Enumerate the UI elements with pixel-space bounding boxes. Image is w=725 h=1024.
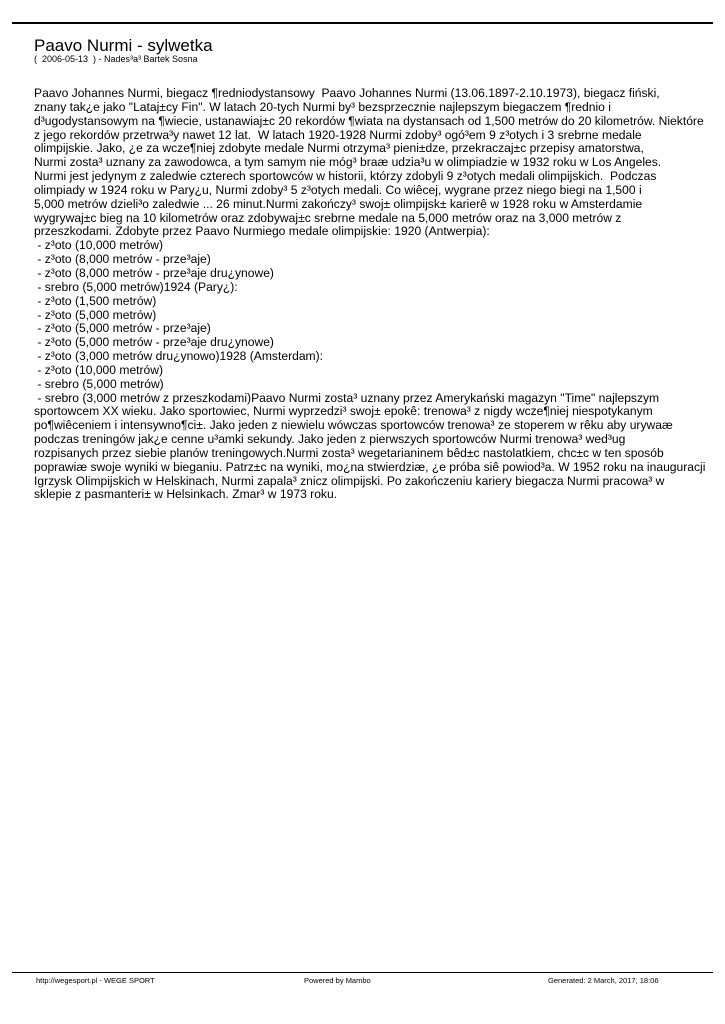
article-meta: ( 2006-05-13 ) - Nades³a³ Bartek Sosna (34, 54, 198, 64)
article-line: Igrzysk Olimpijskich w Helskinach, Nurmi zapala³ znicz olimpijski. Po zakończeniu kariery biegacza Nurmi pracowa³ w (34, 474, 665, 488)
article-line: olimpiady w 1924 roku w Pary¿u, Nurmi zdoby³ 5 z³otych medali. Co wiêcej, wygrane przez niego biegi na 1,500 i (34, 183, 642, 197)
article-line: sportowcem XX wieku. Jako sportowiec, Nurmi wyprzedzi³ swoj± epokê: trenowa³ z nigdy wcze¶niej niespotykanym (34, 405, 653, 419)
article-line: Nurmi jest jedynym z zaledwie czterech sportowców w historii, którzy zdobyli 9 z³otych medali olimpijskich. Podczas (34, 170, 657, 184)
medal-list-item: - z³oto (1,500 metrów) (34, 294, 157, 308)
medal-list-item: - z³oto (10,000 metrów) (34, 239, 164, 253)
article-line: z jego rekordów przetrwa³y nawet 12 lat. W latach 1920-1928 Nurmi zdoby³ ogó³em 9 z³otych i 3 srebrne medale (34, 128, 642, 142)
medal-list-item: - z³oto (5,000 metrów - prze³aje) (34, 322, 211, 336)
article-line: 5,000 metrów dzieli³o zaledwie ... 26 minut.Nurmi zakończy³ swoj± olimpijsk± karierê w 1928 roku w Amsterdamie (34, 197, 643, 211)
medal-list-item: - z³oto (10,000 metrów) (34, 363, 164, 377)
footer-powered-by: Powered by Mambo (304, 976, 371, 985)
article-line: sklepie z pasmanteri± w Helsinkach. Zmar³ w 1973 roku. (34, 488, 338, 502)
article-line: d³ugodystansowym na ¶wiecie, ustanawiaj±c 20 rekordów ¶wiata na dystansach od 1,500 metrów do 20 kilometrów. Niektóre (34, 114, 704, 128)
medal-list-item: - z³oto (3,000 metrów dru¿ynowo)1928 (Amsterdam): (34, 350, 324, 364)
medal-list-item: - srebro (3,000 metrów z przeszkodami)Paavo Nurmi zosta³ uznany przez Amerykański magazyn "Time" najlepszym (34, 391, 660, 405)
medal-list-item: - z³oto (5,000 metrów) (34, 308, 157, 322)
article-line: podczas treningów jak¿e cenne u³amki sekundy. Jako jeden z pierwszych sportowców Nurmi trenowa³ wed³ug (34, 433, 626, 447)
header-rule (12, 22, 713, 24)
article-title: Paavo Nurmi - sylwetka (34, 36, 213, 55)
article-line: wygrywaj±c bieg na 10 kilometrów oraz zdobywaj±c srebrne medale na 5,000 metrów oraz na 3,000 metrów z (34, 211, 622, 225)
medal-list-item: - z³oto (8,000 metrów - prze³aje dru¿ynowe) (34, 266, 274, 280)
article-line: poprawiæ swoje wyniki w bieganiu. Patrz±c na wyniki, mo¿na stwierdziæ, ¿e próba siê powiod³a. W 1952 roku na inauguracji (34, 460, 706, 474)
medal-list-item: - srebro (5,000 metrów) (34, 377, 164, 391)
article-line: znany tak¿e jako "Lataj±cy Fin". W latach 20-tych Nurmi by³ bezsprzecznie najlepszym biegaczem ¶rednio i (34, 100, 611, 114)
footer-rule (12, 972, 713, 973)
article-line: rozpisanych przez siebie planów treningowych.Nurmi zosta³ wegetarianinem bêd±c nastolatkiem, chc±c w ten sposób (34, 446, 664, 460)
medal-list-item: - srebro (5,000 metrów)1924 (Pary¿): (34, 280, 238, 294)
medal-list-item: - z³oto (8,000 metrów - prze³aje) (34, 253, 211, 267)
footer-generated-date: Generated: 2 March, 2017, 18:06 (548, 976, 659, 985)
article-body (34, 87, 719, 502)
article-line: Nurmi zosta³ uznany za zawodowca, a tym samym nie móg³ braæ udzia³u w olimpiadzie w 1932 roku w Los Angeles. (34, 156, 662, 170)
medal-list-item: - z³oto (5,000 metrów - prze³aje dru¿ynowe) (34, 336, 274, 350)
article-line: Paavo Johannes Nurmi, biegacz ¶redniodystansowy Paavo Johannes Nurmi (13.06.1897-2.10.1973), biegacz fiński, (34, 87, 660, 100)
article-line: przeszkodami. Zdobyte przez Paavo Nurmiego medale olimpijskie: 1920 (Antwerpia): (34, 225, 490, 239)
footer-site-link[interactable]: http://wegesport.pl - WEGE SPORT (36, 976, 155, 985)
article-line: olimpijskie. Jako, ¿e za wcze¶niej zdobyte medale Nurmi otrzyma³ pieni±dze, przekraczaj±c przepisy amatorstwa, (34, 142, 644, 156)
article-line: po¶wiêceniem i intensywno¶ci±. Jako jeden z niewielu wówczas sportowców trenowa³ ze stoperem w rêku aby urywaæ (34, 419, 673, 433)
